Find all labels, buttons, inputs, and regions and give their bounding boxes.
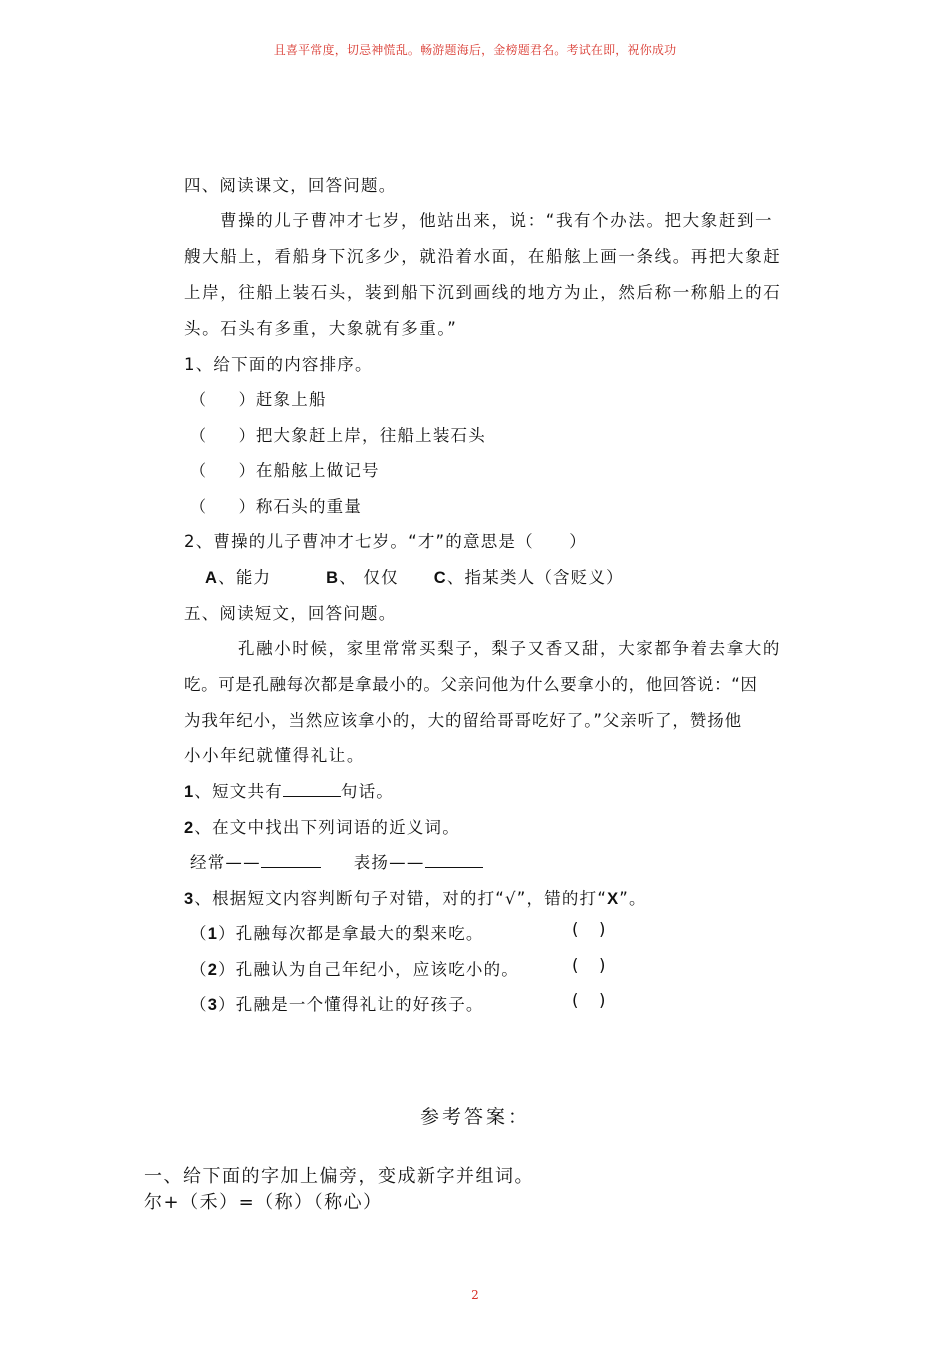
choice-options (205, 564, 624, 588)
section4-title: 四、阅读课文，回答问题。 (184, 176, 397, 195)
judgment-blank[interactable]: ( ) (572, 956, 607, 975)
order-blank[interactable]: （ ） (190, 461, 256, 480)
option-c[interactable]: C、指某类人（含贬义） (433, 568, 624, 587)
section4-passage-line: 曹操的儿子曹冲才七岁，他站出来，说：“我有个办法。把大象赶到一 (220, 211, 774, 230)
section5-passage-line: 孔融小时候，家里常常买梨子，梨子又香又甜，大家都争着去拿大的 (238, 639, 781, 658)
order-blank[interactable]: （ ） (190, 497, 256, 516)
order-blank[interactable]: （ ） (190, 426, 256, 445)
section5-question-3: 3、根据短文内容判断句子对错，对的打“√”，错的打“X”。 (184, 889, 647, 908)
section4-passage-line: 艘大船上，看船身下沉多少，就沿着水面，在船舷上画一条线。再把大象赶 (184, 247, 782, 266)
section4-passage-line: 上岸，往船上装石头，装到船下沉到画线的地方为止，然后称一称船上的石 (184, 283, 782, 302)
section5-passage-line: 吃。可是孔融每次都是拿最小的。父亲问他为什么要拿小的，他回答说：“因 (184, 675, 758, 694)
judgment-item: （1）孔融每次都是拿最大的梨来吃。 (190, 924, 484, 943)
section5-passage-line: 小小年纪就懂得礼让。 (184, 746, 365, 765)
order-item (190, 493, 362, 517)
answer-blank[interactable] (283, 780, 341, 797)
order-item-text: 称石头的重量 (255, 497, 363, 516)
order-item-text: 在船舷上做记号 (255, 461, 380, 480)
answer-line: 一、给下面的字加上偏旁，变成新字并组词。 (144, 1166, 534, 1187)
order-item (190, 457, 380, 481)
option-b[interactable]: B、 仅仅 (326, 568, 399, 587)
page-number: 2 (471, 1288, 479, 1302)
judgment-item: （2）孔融认为自己年纪小，应该吃小的。 (190, 960, 519, 979)
order-blank[interactable]: （ ） (190, 390, 256, 409)
section5-question-1: 1、短文共有 句话。 (184, 782, 394, 801)
judgment-blank[interactable]: ( ) (572, 991, 607, 1010)
section5-title: 五、阅读短文，回答问题。 (184, 604, 397, 623)
section4-question-1: 1、给下面的内容排序。 (184, 355, 373, 374)
answer-blank[interactable] (425, 851, 483, 868)
answer-line: 尔+（禾）=（称）（称心） (144, 1192, 383, 1213)
order-item-text: 赶象上船 (255, 390, 327, 409)
answer-blank[interactable] (261, 851, 321, 868)
answer-key-title: 参考答案： (419, 1106, 530, 1128)
judgment-blank[interactable]: ( ) (572, 920, 607, 939)
option-a[interactable]: A、能力 (205, 568, 272, 587)
synonym-row: 经常—— 表扬—— (190, 849, 483, 873)
order-item (190, 386, 327, 410)
order-item-text: 把大象赶上岸，往船上装石头 (255, 426, 486, 445)
judgment-item: （3）孔融是一个懂得礼让的好孩子。 (190, 995, 484, 1014)
header-motto: 且喜平常度，切忌神慌乱。畅游题海后，金榜题君名。考试在即，祝你成功 (273, 43, 677, 57)
section4-passage-line: 头。石头有多重，大象就有多重。” (184, 319, 458, 338)
section5-passage-line: 为我年纪小，当然应该拿小的，大的留给哥哥吃好了。”父亲听了，赞扬他 (184, 711, 742, 730)
order-item (190, 422, 486, 446)
section5-question-2: 2、在文中找出下列词语的近义词。 (184, 818, 460, 837)
section4-question-2: 2、曹操的儿子曹冲才七岁。“才”的意思是（ ） (184, 532, 587, 551)
